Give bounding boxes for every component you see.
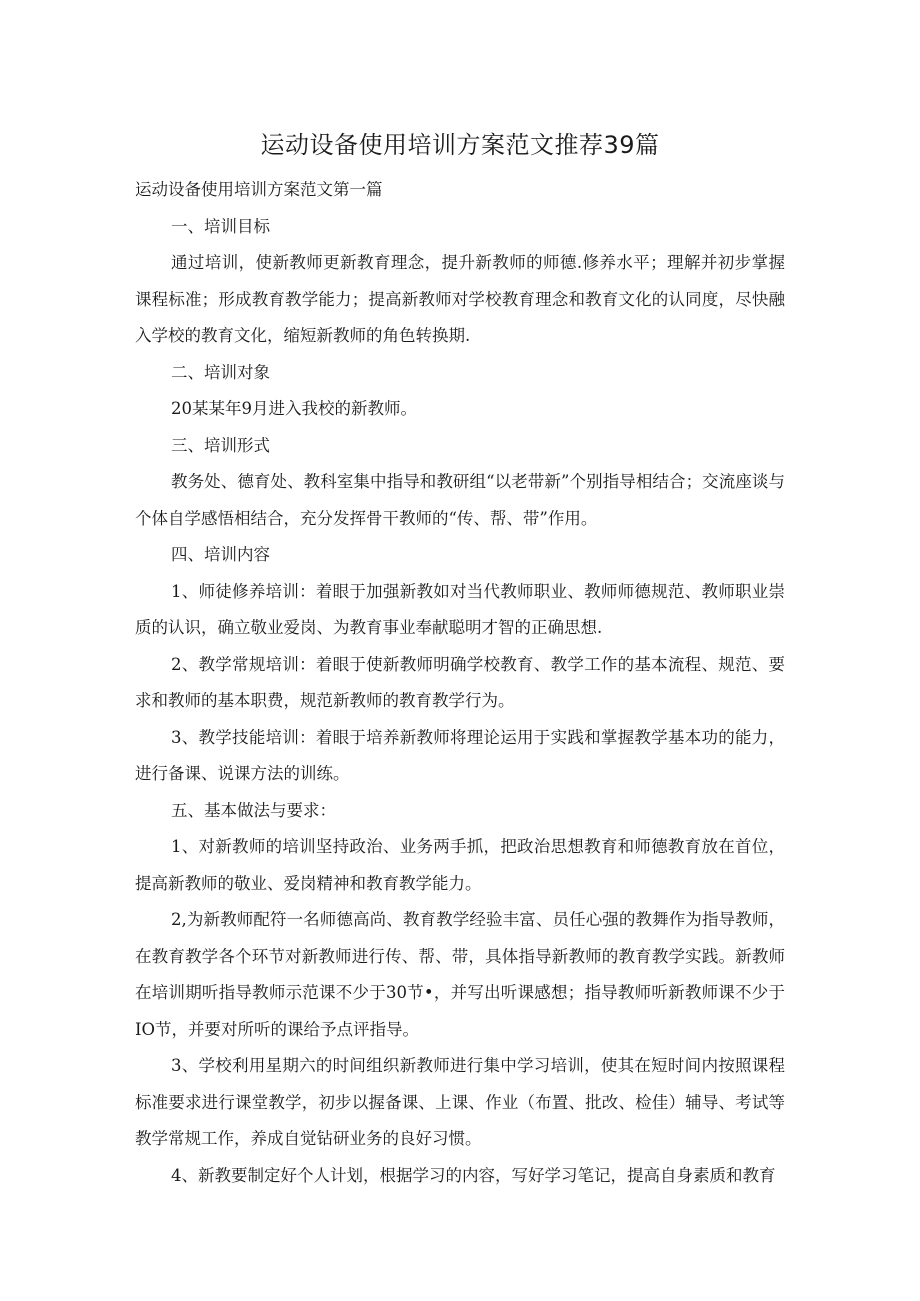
paragraph-method-item-3: 3、学校利用星期六的时间组织新教师进行集中学习培训，使其在短时间内按照课程标准要求进行课堂教学，初步以握备课、上课、作业（布置、批改、检佳）辅导、考试等教学常规工作，养成自觉钻研业务的良好习惯。 bbox=[135, 1056, 785, 1148]
paragraph-content-item-3: 3、教学技能培训：着眼于培养新教师将理论运用于实践和掌握教学基本功的能力，进行备课、说课方法的训练。 bbox=[135, 727, 785, 783]
paragraph-content-item-2: 2、教学常规培训：着眼于使新教师明确学校教育、教学工作的基本流程、规范、要求和教师的基本职费，规范新教师的教育教学行为。 bbox=[135, 654, 785, 710]
paragraph-training-targets: 20某某年9月进入我校的新教师。 bbox=[171, 399, 417, 418]
paragraph-method-item-4: 4、新教要制定好个人计划，根据学习的内容，写好学习笔记，提高自身素质和教育 bbox=[171, 1165, 776, 1185]
paragraph-training-format: 教务处、德育处、教科室集中指导和教研组“以老带新”个别指导相结合；交流座谈与个体自学感悟相结合，充分发挥骨干教师的“传、帮、带”作用。 bbox=[135, 472, 785, 528]
paragraph-training-goals: 通过培训，使新教师更新教育理念，提升新教师的师德.修养水平；理解并初步掌握课程标准；形成教育教学能力；提高新教师对学校教育理念和教育文化的认同度，尽快融入学校的教育文化，缩短新教师的角色转换期. bbox=[135, 253, 785, 345]
document-body bbox=[135, 172, 785, 1194]
heading-training-content: 四、培训内容 bbox=[171, 545, 270, 564]
paragraph-content-item-1: 1、师徒修养培训：着眼于加强新教如对当代教师职业、教师师德规范、教师职业崇质的认识，确立敬业爱岗、为教育事业奉献聪明才智的正确思想. bbox=[135, 581, 785, 637]
heading-training-goals: 一、培训目标 bbox=[171, 216, 270, 236]
section-subtitle: 运动设备使用培训方案范文第一篇 bbox=[135, 180, 383, 199]
heading-training-targets: 二、培训对象 bbox=[171, 362, 270, 382]
document-title: 运动设备使用培训方案范文推荐39篇 bbox=[260, 131, 660, 159]
paragraph-method-item-2: 2,为新教师配符一名师德高尚、教育教学经验丰富、员任心强的教舞作为指导教师，在教育教学各个环节对新教师进行传、帮、带，具体指导新教师的教育教学实践。新教师在培训期听指导教师示范课不少于30节•，并写出听课感想；指导教师听新教师课不少于IO节，并要对所听的课给予点评指导。 bbox=[135, 910, 785, 1039]
heading-training-format: 三、培训形式 bbox=[171, 435, 270, 455]
paragraph-method-item-1: 1、对新教师的培训坚持政治、业务两手抓，把政治思想教育和师德教育放在首位，提高新教师的敬业、爱岗精神和教育教学能力。 bbox=[135, 837, 785, 893]
heading-methods-requirements: 五、基本做法与要求： bbox=[171, 800, 336, 820]
